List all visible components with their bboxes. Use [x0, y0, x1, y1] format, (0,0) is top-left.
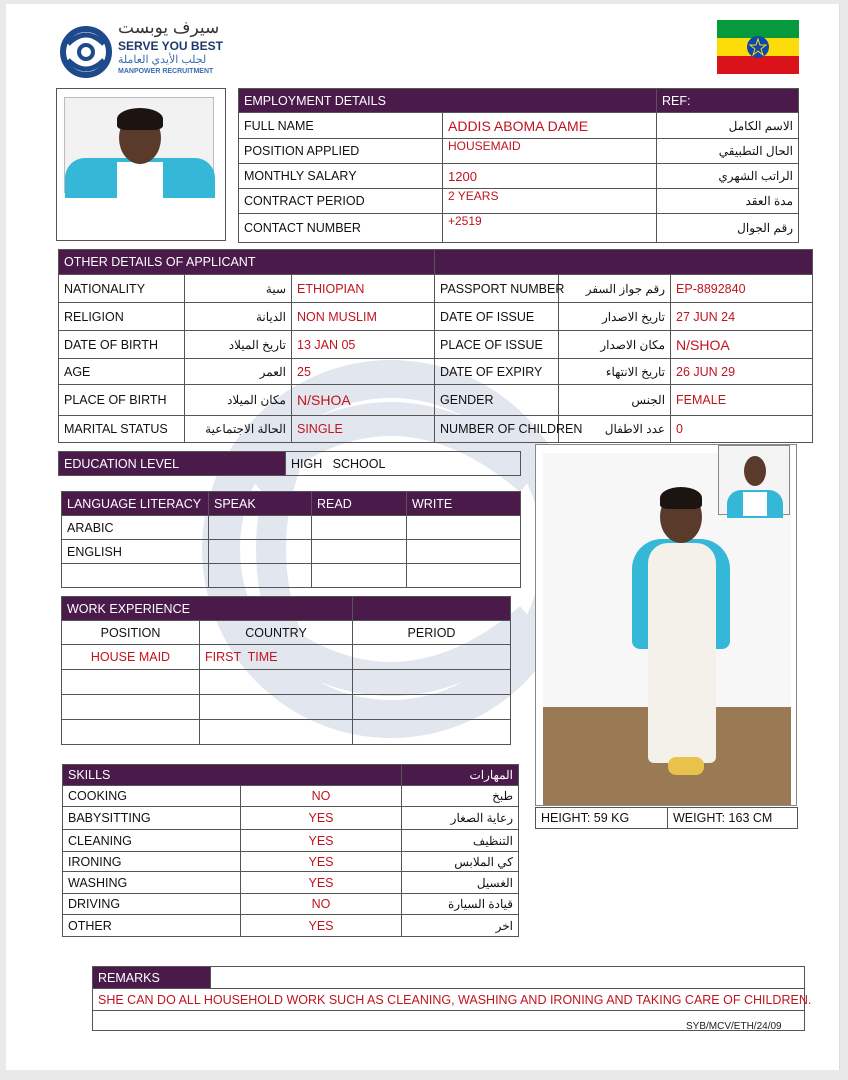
skill-label: OTHER	[63, 915, 241, 937]
position-value: HOUSEMAID	[443, 139, 657, 164]
skill-value: YES	[241, 872, 402, 894]
field-label: RELIGION	[59, 303, 185, 331]
nationality-value: ETHIOPIAN	[292, 275, 435, 303]
work-position: HOUSE MAID	[62, 645, 200, 670]
work-country	[200, 720, 353, 745]
field-label-arabic: مكان الاصدار	[559, 331, 671, 359]
place-of-issue-value: N/SHOA	[671, 331, 813, 359]
skill-value: YES	[241, 915, 402, 937]
skill-label-arabic: التنظيف	[402, 830, 519, 852]
skill-label-arabic: كي الملابس	[402, 852, 519, 872]
field-label: MARITAL STATUS	[59, 416, 185, 443]
logo-english-name: SERVE YOU BEST	[118, 39, 223, 53]
logo-tagline: MANPOWER RECRUITMENT	[118, 68, 214, 75]
skills-title-arabic: المهارات	[402, 765, 519, 786]
work-period	[353, 720, 511, 745]
country-header: COUNTRY	[200, 621, 353, 645]
date-of-birth-value: 13 JAN 05	[292, 331, 435, 359]
field-label-arabic: سية	[185, 275, 292, 303]
date-of-issue-value: 27 JUN 24	[671, 303, 813, 331]
skill-label: BABYSITTING	[63, 807, 241, 830]
skills-title: SKILLS	[63, 765, 402, 786]
skill-value: NO	[241, 894, 402, 915]
skill-value: YES	[241, 830, 402, 852]
work-position	[62, 670, 200, 695]
field-label: DATE OF BIRTH	[59, 331, 185, 359]
logo-arabic-name: سيرف يوبست	[118, 18, 220, 37]
religion-value: NON MUSLIM	[292, 303, 435, 331]
skill-label: CLEANING	[63, 830, 241, 852]
field-label: NUMBER OF CHILDREN	[435, 416, 559, 443]
work-position	[62, 695, 200, 720]
skill-label: IRONING	[63, 852, 241, 872]
remarks-text: SHE CAN DO ALL HOUSEHOLD WORK SUCH AS CLEANING, WASHING AND IRONING AND TAKING CARE OF CHILDREN.	[93, 989, 805, 1011]
field-label-arabic: الديانة	[185, 303, 292, 331]
other-details-title: OTHER DETAILS OF APPLICANT	[59, 250, 435, 275]
work-period	[353, 645, 511, 670]
measurements-table	[535, 807, 798, 829]
field-label-arabic: الجنس	[559, 385, 671, 416]
field-label: POSITION APPLIED	[239, 139, 443, 164]
write-header: WRITE	[407, 492, 521, 516]
skill-label: DRIVING	[63, 894, 241, 915]
skill-label-arabic: الغسيل	[402, 872, 519, 894]
period-header: PERIOD	[353, 621, 511, 645]
field-label: FULL NAME	[239, 113, 443, 139]
position-header: POSITION	[62, 621, 200, 645]
contact-value: +2519	[443, 214, 657, 243]
skill-value: YES	[241, 807, 402, 830]
skill-label: COOKING	[63, 786, 241, 807]
work-period	[353, 695, 511, 720]
education-level-value: HIGH SCHOOL	[286, 452, 521, 476]
work-experience-title: WORK EXPERIENCE	[62, 597, 353, 621]
field-label: DATE OF ISSUE	[435, 303, 559, 331]
work-period	[353, 670, 511, 695]
skills-table	[62, 764, 519, 937]
passport-number-value: EP-8892840	[671, 275, 813, 303]
age-value: 25	[292, 359, 435, 385]
company-logo	[58, 18, 258, 82]
weight-value: WEIGHT: 163 CM	[668, 808, 798, 829]
skill-label-arabic: قيادة السيارة	[402, 894, 519, 915]
height-value: HEIGHT: 59 KG	[536, 808, 668, 829]
work-experience-table	[61, 596, 511, 745]
field-label-arabic: رقم الجوال	[657, 214, 799, 243]
field-label: PLACE OF BIRTH	[59, 385, 185, 416]
field-label-arabic: تاريخ الميلاد	[185, 331, 292, 359]
field-label: AGE	[59, 359, 185, 385]
gender-value: FEMALE	[671, 385, 813, 416]
field-label-arabic: الراتب الشهري	[657, 164, 799, 189]
skill-label-arabic: طبخ	[402, 786, 519, 807]
skill-label-arabic: اخر	[402, 915, 519, 937]
speak-header: SPEAK	[209, 492, 312, 516]
work-country	[200, 695, 353, 720]
field-label: NATIONALITY	[59, 275, 185, 303]
language-name: ARABIC	[62, 516, 209, 540]
field-label-arabic: مكان الميلاد	[185, 385, 292, 416]
field-label-arabic: الحالة الاجتماعية	[185, 416, 292, 443]
work-position	[62, 720, 200, 745]
employment-details-table	[238, 88, 799, 243]
language-header: LANGUAGE LITERACY	[62, 492, 209, 516]
skill-label: WASHING	[63, 872, 241, 894]
field-label-arabic: تاريخ الانتهاء	[559, 359, 671, 385]
field-label: GENDER	[435, 385, 559, 416]
skill-value: NO	[241, 786, 402, 807]
field-label: MONTHLY SALARY	[239, 164, 443, 189]
number-of-children-value: 0	[671, 416, 813, 443]
language-name: ENGLISH	[62, 540, 209, 564]
remarks-title: REMARKS	[93, 967, 211, 989]
passport-photo	[56, 88, 226, 241]
language-table	[61, 491, 521, 588]
field-label-arabic: الحال التطبيقي	[657, 139, 799, 164]
reference-code: SYB/MCV/ETH/24/09	[686, 1021, 782, 1032]
field-label: CONTACT NUMBER	[239, 214, 443, 243]
read-header: READ	[312, 492, 407, 516]
employment-details-title: EMPLOYMENT DETAILS	[239, 89, 657, 113]
education-level-label: EDUCATION LEVEL	[59, 452, 286, 476]
field-label: CONTRACT PERIOD	[239, 189, 443, 214]
ethiopia-flag-icon	[717, 20, 799, 74]
salary-value: 1200	[443, 164, 657, 189]
field-label-arabic: رقم جواز السفر	[559, 275, 671, 303]
place-of-birth-value: N/SHOA	[292, 385, 435, 416]
work-country	[200, 670, 353, 695]
language-name	[62, 564, 209, 588]
logo-arabic-tagline: لجلب الأيدي العاملة	[118, 54, 207, 66]
field-label: PLACE OF ISSUE	[435, 331, 559, 359]
cv-page	[6, 4, 840, 1070]
other-details-table	[58, 249, 813, 443]
field-label: DATE OF EXPIRY	[435, 359, 559, 385]
full-name-value: ADDIS ABOMA DAME	[443, 113, 657, 139]
contract-value: 2 YEARS	[443, 189, 657, 214]
field-label-arabic: مدة العقد	[657, 189, 799, 214]
education-table	[58, 451, 521, 476]
marital-status-value: SINGLE	[292, 416, 435, 443]
date-of-expiry-value: 26 JUN 29	[671, 359, 813, 385]
field-label-arabic: العمر	[185, 359, 292, 385]
work-country: FIRST TIME	[200, 645, 353, 670]
skill-value: YES	[241, 852, 402, 872]
field-label: PASSPORT NUMBER	[435, 275, 559, 303]
small-photo	[718, 445, 790, 515]
field-label-arabic: تاريخ الاصدار	[559, 303, 671, 331]
logo-emblem-icon	[58, 24, 114, 80]
field-label-arabic: عدد الاطفال	[559, 416, 671, 443]
skill-label-arabic: رعاية الصغار	[402, 807, 519, 830]
field-label-arabic: الاسم الكامل	[657, 113, 799, 139]
ref-label: REF:	[657, 89, 799, 113]
